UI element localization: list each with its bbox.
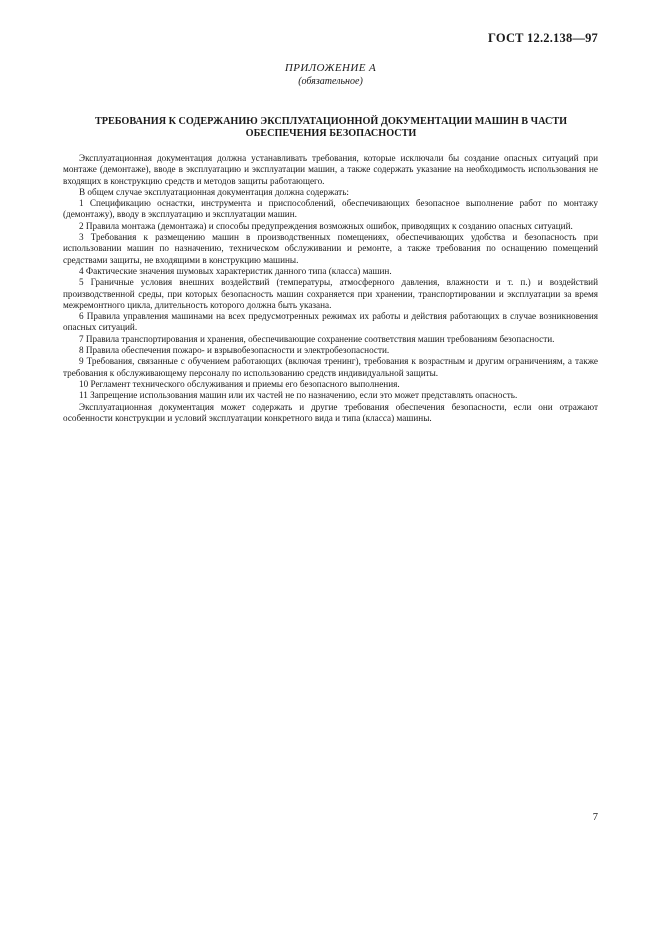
appendix-label: ПРИЛОЖЕНИЕ А bbox=[284, 62, 377, 74]
page-number: 7 bbox=[592, 812, 598, 823]
list-item: 3 Требования к размещению машин в производственных помещениях, обеспечивающих удобства и безопасность при использовании машин по назначению, техническом обслуживании и ремонте, а также требования по оснащению помещений средствами защиты, не входящими в конструкцию машины. bbox=[63, 232, 598, 265]
list-item: 8 Правила обеспечения пожаро- и взрывобезопасности и электробезопасности. bbox=[79, 345, 390, 356]
body-text bbox=[63, 153, 598, 424]
paragraph: Эксплуатационная документация может содержать и другие требования обеспечения безопасности, если они отражают особенности конструкции и условий эксплуатации конкретного вида и типа (класса) машины. bbox=[63, 401, 598, 423]
paragraph: В общем случае эксплуатационная документация должна содержать: bbox=[79, 186, 349, 197]
list-item: 7 Правила транспортирования и хранения, обеспечивающие сохранение соответствия машин требованиям безопасности. bbox=[79, 333, 555, 344]
list-item: 5 Граничные условия внешних воздействий (температуры, атмосферного давления, влажности и т. п.) и воздействий производственной среды, при которых безопасность машин сохраняется при хранении, транспортировании и эксплуатации за время межремонтного цикла, длительность которого должна быть указана. bbox=[63, 277, 598, 310]
list-item: 1 Спецификацию оснастки, инструмента и приспособлений, обеспечивающих безопасное выполнение работ по монтажу (демонтажу), вводу в эксплуатацию и эксплуатации машин. bbox=[63, 198, 598, 220]
paragraph: Эксплуатационная документация должна устанавливать требования, которые исключали бы создание опасных ситуаций при монтаже (демонтаже), вводе в эксплуатацию и эксплуатации машин, а также содержать указание на необходимость использования не входящих в конструкцию средств и методов защиты работающего. bbox=[63, 153, 598, 186]
list-item: 4 Фактические значения шумовых характеристик данного типа (класса) машин. bbox=[79, 265, 392, 276]
section-title: ТРЕБОВАНИЯ К СОДЕРЖАНИЮ ЭКСПЛУАТАЦИОННОЙ ДОКУМЕНТАЦИИ МАШИН В ЧАСТИ ОБЕСПЕЧЕНИЯ БЕЗОПАСНОСТИ bbox=[94, 116, 568, 139]
document-code: ГОСТ 12.2.138—97 bbox=[488, 31, 598, 45]
list-item: 6 Правила управления машинами на всех предусмотренных режимах их работы и действия работающих в случае возникновения опасных ситуаций. bbox=[63, 311, 598, 333]
appendix-status: (обязательное) bbox=[298, 76, 363, 87]
list-item: 10 Регламент технического обслуживания и приемы его безопасного выполнения. bbox=[79, 378, 400, 389]
list-item: 9 Требования, связанные с обучением работающих (включая тренинг), требования к возрастным и другим ограничениям, а также требования к обслуживающему персоналу по использованию средств индивидуальной защиты. bbox=[63, 356, 598, 378]
list-item: 2 Правила монтажа (демонтажа) и способы предупреждения возможных ошибок, приводящих к созданию опасных ситуаций. bbox=[79, 220, 573, 231]
list-item: 11 Запрещение использования машин или их частей не по назначению, если это может представлять опасность. bbox=[79, 390, 518, 401]
appendix-heading bbox=[0, 62, 661, 88]
